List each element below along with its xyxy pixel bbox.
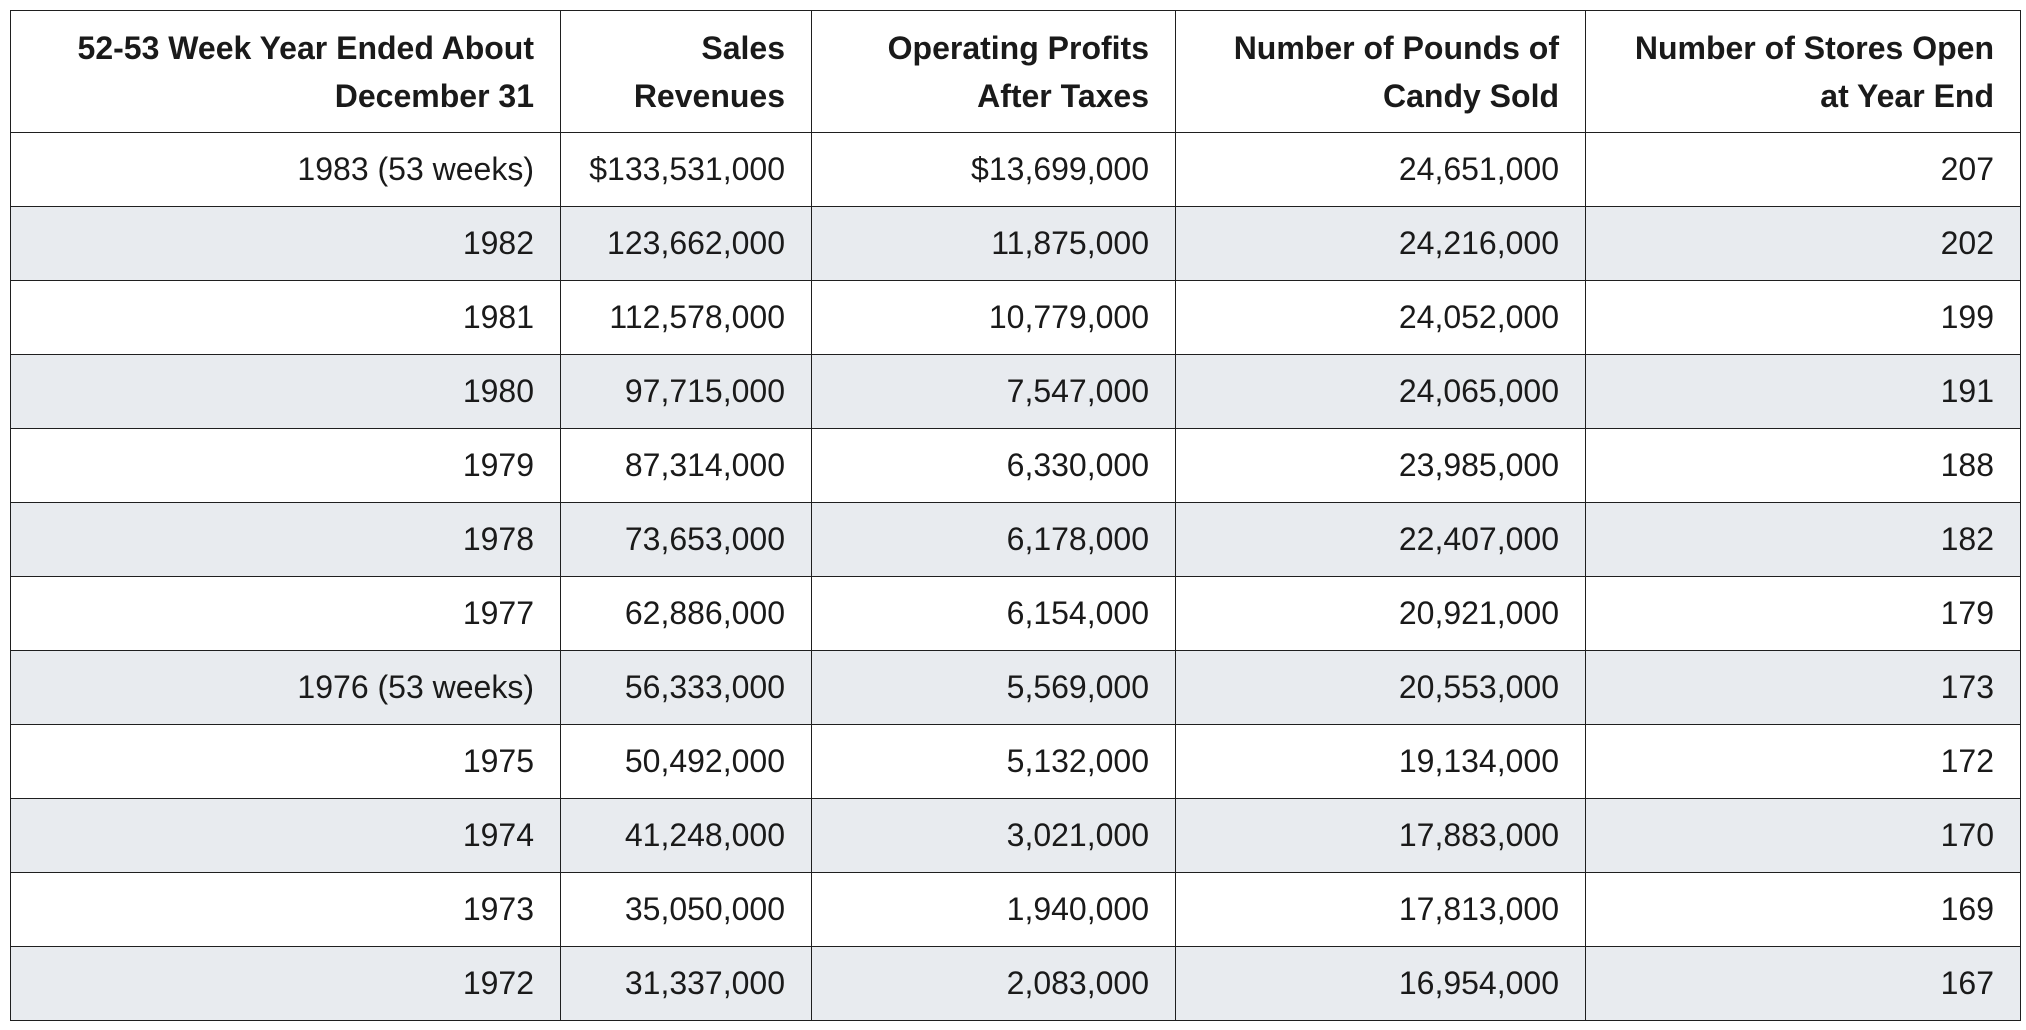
cell-pounds: 17,883,000 xyxy=(1176,799,1586,873)
header-line: December 31 xyxy=(334,77,534,114)
header-stores-open xyxy=(1586,11,2021,133)
cell-sales: 112,578,000 xyxy=(561,281,812,355)
cell-sales: 50,492,000 xyxy=(561,725,812,799)
header-sales-revenues xyxy=(561,11,812,133)
cell-stores: 182 xyxy=(1586,503,2021,577)
cell-sales: 97,715,000 xyxy=(561,355,812,429)
cell-stores: 188 xyxy=(1586,429,2021,503)
cell-stores: 202 xyxy=(1586,207,2021,281)
cell-sales: 73,653,000 xyxy=(561,503,812,577)
cell-year: 1974 xyxy=(11,799,561,873)
cell-year: 1979 xyxy=(11,429,561,503)
header-line: at Year End xyxy=(1820,77,1994,114)
table-body xyxy=(11,133,2021,1021)
header-year-ended xyxy=(11,11,561,133)
cell-profits: 5,132,000 xyxy=(812,725,1176,799)
header-line: After Taxes xyxy=(977,77,1149,114)
header-line: Number of Pounds of xyxy=(1233,29,1559,66)
cell-sales: 56,333,000 xyxy=(561,651,812,725)
cell-stores: 173 xyxy=(1586,651,2021,725)
table-row xyxy=(11,873,2021,947)
cell-pounds: 23,985,000 xyxy=(1176,429,1586,503)
table-row xyxy=(11,947,2021,1021)
cell-pounds: 20,553,000 xyxy=(1176,651,1586,725)
cell-year: 1981 xyxy=(11,281,561,355)
cell-stores: 199 xyxy=(1586,281,2021,355)
cell-stores: 179 xyxy=(1586,577,2021,651)
cell-sales: 87,314,000 xyxy=(561,429,812,503)
header-line: Sales xyxy=(701,29,785,66)
table-container xyxy=(10,10,2021,1021)
table-header xyxy=(11,11,2021,133)
cell-year: 1972 xyxy=(11,947,561,1021)
header-line: Operating Profits xyxy=(887,29,1149,66)
table-row xyxy=(11,429,2021,503)
table-row xyxy=(11,725,2021,799)
cell-profits: 1,940,000 xyxy=(812,873,1176,947)
cell-sales: 31,337,000 xyxy=(561,947,812,1021)
table-row xyxy=(11,799,2021,873)
cell-pounds: 16,954,000 xyxy=(1176,947,1586,1021)
candy-sales-table xyxy=(10,10,2021,1021)
cell-stores: 170 xyxy=(1586,799,2021,873)
cell-sales: 35,050,000 xyxy=(561,873,812,947)
cell-sales: 123,662,000 xyxy=(561,207,812,281)
cell-year: 1983 (53 weeks) xyxy=(11,133,561,207)
cell-year: 1982 xyxy=(11,207,561,281)
cell-stores: 167 xyxy=(1586,947,2021,1021)
header-line: 52-53 Week Year Ended About xyxy=(77,29,534,66)
cell-pounds: 24,216,000 xyxy=(1176,207,1586,281)
cell-pounds: 19,134,000 xyxy=(1176,725,1586,799)
cell-sales: 41,248,000 xyxy=(561,799,812,873)
header-line: Revenues xyxy=(633,77,785,114)
cell-profits: 10,779,000 xyxy=(812,281,1176,355)
cell-pounds: 24,052,000 xyxy=(1176,281,1586,355)
cell-profits: 7,547,000 xyxy=(812,355,1176,429)
cell-pounds: 24,065,000 xyxy=(1176,355,1586,429)
cell-pounds: 24,651,000 xyxy=(1176,133,1586,207)
table-row xyxy=(11,281,2021,355)
cell-sales: 62,886,000 xyxy=(561,577,812,651)
cell-pounds: 17,813,000 xyxy=(1176,873,1586,947)
cell-profits: $13,699,000 xyxy=(812,133,1176,207)
cell-year: 1978 xyxy=(11,503,561,577)
cell-profits: 3,021,000 xyxy=(812,799,1176,873)
cell-stores: 191 xyxy=(1586,355,2021,429)
cell-year: 1980 xyxy=(11,355,561,429)
cell-profits: 6,154,000 xyxy=(812,577,1176,651)
table-row xyxy=(11,651,2021,725)
cell-stores: 172 xyxy=(1586,725,2021,799)
header-operating-profits xyxy=(812,11,1176,133)
cell-pounds: 20,921,000 xyxy=(1176,577,1586,651)
cell-profits: 5,569,000 xyxy=(812,651,1176,725)
header-row xyxy=(11,11,2021,133)
cell-sales: $133,531,000 xyxy=(561,133,812,207)
cell-profits: 6,178,000 xyxy=(812,503,1176,577)
table-row xyxy=(11,207,2021,281)
header-pounds-candy-sold xyxy=(1176,11,1586,133)
cell-year: 1975 xyxy=(11,725,561,799)
table-row xyxy=(11,133,2021,207)
cell-year: 1973 xyxy=(11,873,561,947)
table-row xyxy=(11,355,2021,429)
header-line: Candy Sold xyxy=(1382,77,1559,114)
cell-year: 1976 (53 weeks) xyxy=(11,651,561,725)
header-line: Number of Stores Open xyxy=(1634,29,1994,66)
cell-pounds: 22,407,000 xyxy=(1176,503,1586,577)
table-row xyxy=(11,577,2021,651)
table-row xyxy=(11,503,2021,577)
cell-profits: 2,083,000 xyxy=(812,947,1176,1021)
cell-year: 1977 xyxy=(11,577,561,651)
cell-stores: 207 xyxy=(1586,133,2021,207)
cell-stores: 169 xyxy=(1586,873,2021,947)
cell-profits: 6,330,000 xyxy=(812,429,1176,503)
cell-profits: 11,875,000 xyxy=(812,207,1176,281)
